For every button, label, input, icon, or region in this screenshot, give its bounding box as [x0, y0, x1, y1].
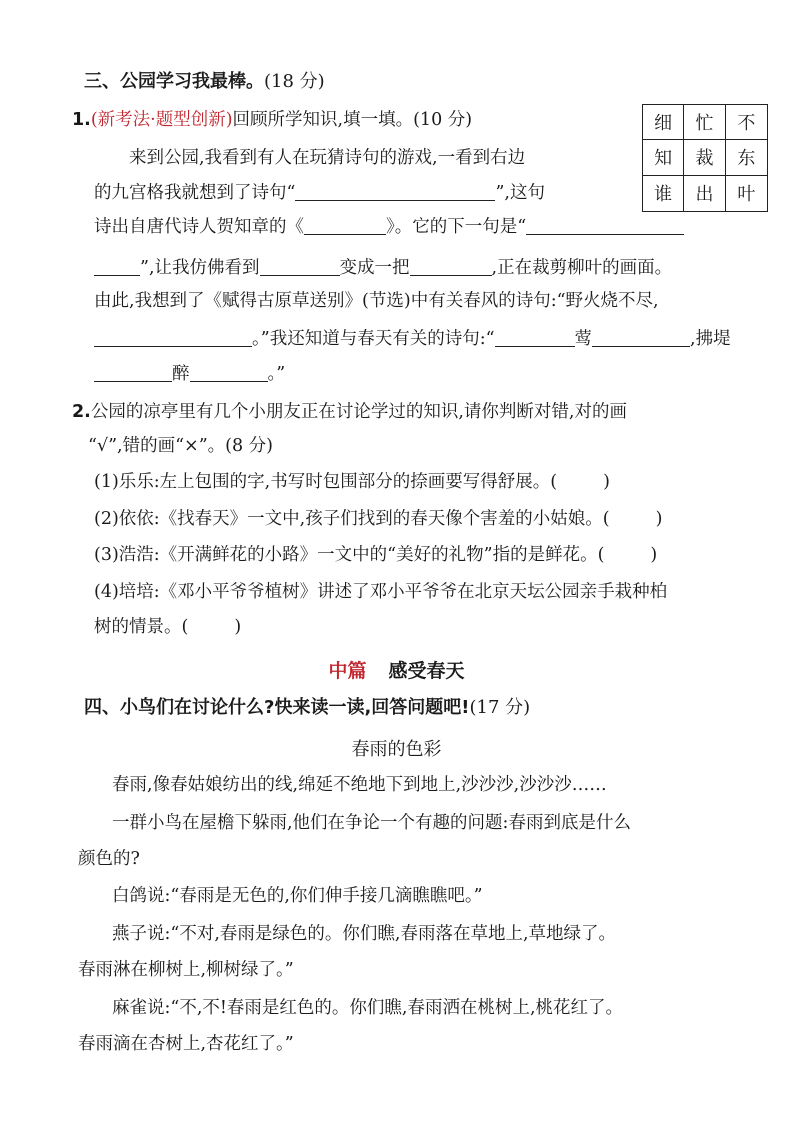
q1-line-7b: 。” — [267, 364, 286, 384]
passage-line: 燕子说:“不对,春雨是绿色的。你们瞧,春雨落在草地上,草地绿了。 — [112, 924, 617, 944]
section-4-points: (17 分) — [469, 697, 531, 718]
passage-line: 春雨滴在杏树上,杏花红了。” — [78, 1034, 294, 1054]
question-1-text: 回顾所学知识,填一填。(10 分) — [232, 110, 473, 130]
q1-line-6c: ,拂堤 — [690, 329, 731, 349]
paren-close: ) — [650, 545, 658, 565]
passage-line: 春雨淋在柳树上,柳树绿了。” — [78, 960, 294, 980]
answer-blank[interactable] — [94, 326, 252, 347]
answer-blank[interactable] — [295, 180, 495, 201]
middle-section-name: 感受春天 — [388, 660, 465, 682]
answer-blank[interactable] — [526, 214, 684, 235]
answer-blank[interactable] — [260, 255, 340, 276]
q1-line-4 — [94, 255, 672, 280]
passage-title: 春雨的色彩 — [351, 739, 442, 760]
q1-line-5: 由此,我想到了《赋得古原草送别》(节选)中有关春风的诗句:“野火烧不尽, — [94, 291, 659, 311]
grid-cell: 叶 — [737, 184, 756, 206]
grid-cell: 细 — [643, 105, 684, 140]
q1-line-4a: ”,让我仿佛看到 — [140, 258, 260, 278]
q1-line-3 — [94, 214, 684, 239]
grid-cell: 不 — [726, 105, 767, 140]
q1-line-7 — [94, 361, 285, 386]
grid-cell: 东 — [726, 140, 767, 175]
section-3-heading — [84, 70, 325, 94]
question-1-number: 1. — [72, 110, 91, 130]
answer-blank[interactable] — [495, 326, 575, 347]
answer-blank[interactable] — [94, 255, 140, 276]
section-3-title: 三、公园学习我最棒。 — [84, 71, 264, 92]
judge-item-4: (4)培培:《邓小平爷爷植树》讲述了邓小平爷爷在北京天坛公园亲手栽种柏 — [94, 582, 668, 602]
answer-blank[interactable] — [94, 361, 172, 382]
passage-line: 麻雀说:“不,不!春雨是红色的。你们瞧,春雨洒在桃树上,桃花红了。 — [112, 998, 624, 1018]
answer-blank[interactable] — [592, 326, 690, 347]
question-2-line-2: “√”,错的画“×”。(8 分) — [88, 436, 274, 456]
judge-item-1 — [94, 470, 610, 494]
grid-cell: 裁 — [684, 140, 725, 175]
nine-grid — [642, 104, 768, 212]
grid-cell: 出 — [684, 176, 725, 211]
middle-section-label: 中篇 — [328, 660, 367, 682]
q1-line-4b: 变成一把 — [339, 258, 410, 278]
q1-line-3a: 诗出自唐代诗人贺知章的《 — [94, 217, 304, 237]
question-1-tag: (新考法·题型创新) — [90, 110, 233, 130]
section-4-title: 四、小鸟们在讨论什么?快来读一读,回答问题吧! — [84, 697, 470, 718]
q1-line-6b: 莺 — [574, 329, 593, 349]
q1-line-7a: 醉 — [172, 364, 190, 384]
judge-item-text: 树的情景。( — [94, 617, 189, 637]
grid-cell: 知 — [643, 140, 684, 175]
passage-line: 一群小鸟在屋檐下躲雨,他们在争论一个有趣的问题:春雨到底是什么 — [112, 813, 631, 833]
grid-cell: 忙 — [684, 105, 725, 140]
passage-line: 春雨,像春姑娘纺出的线,绵延不绝地下到地上,沙沙沙,沙沙沙…… — [112, 775, 607, 795]
judge-item-2 — [94, 507, 662, 531]
judge-item-text: (3)浩浩:《开满鲜花的小路》一文中的“美好的礼物”指的是鲜花。( — [94, 545, 605, 565]
question-1-header — [72, 108, 472, 132]
question-2-text-1: 公园的凉亭里有几个小朋友正在讨论学过的知识,请你判断对错,对的画 — [90, 402, 627, 422]
judge-item-text: (1)乐乐:左上包围的字,书写时包围部分的捺画要写得舒展。( — [94, 472, 558, 492]
passage-line: 颜色的? — [78, 849, 140, 869]
q1-line-3b: 》。它的下一句是“ — [386, 217, 527, 237]
judge-item-3 — [94, 543, 657, 567]
grid-cell: 谁 — [643, 176, 684, 211]
q1-line-2a: 的九宫格我就想到了诗句“ — [94, 183, 296, 203]
paren-close: ) — [655, 509, 663, 529]
q1-line-6a: 。”我还知道与春天有关的诗句:“ — [252, 329, 495, 349]
q1-line-6 — [94, 326, 731, 351]
passage-line: 白鸽说:“春雨是无色的,你们伸手接几滴瞧瞧吧。” — [112, 886, 483, 906]
question-2-number: 2. — [72, 402, 91, 422]
answer-blank[interactable] — [190, 361, 268, 382]
paren-close: ) — [603, 472, 610, 492]
judge-item-4-continued — [94, 615, 241, 639]
q1-line-2b: ”,这句 — [495, 183, 545, 203]
q1-line-4c: ,正在裁剪柳叶的画面。 — [491, 258, 673, 278]
paren-close: ) — [234, 617, 242, 637]
question-2-line-1 — [72, 400, 627, 424]
q1-line-1: 来到公园,我看到有人在玩猜诗句的游戏,一看到右边 — [129, 148, 526, 168]
answer-blank[interactable] — [410, 255, 492, 276]
answer-blank[interactable] — [304, 214, 386, 235]
middle-section-title — [0, 656, 793, 683]
judge-item-text: (2)依依:《找春天》一文中,孩子们找到的春天像个害羞的小姑娘。( — [94, 509, 610, 529]
section-4-heading — [84, 696, 530, 720]
q1-line-2 — [94, 180, 545, 205]
section-3-points: (18 分) — [264, 71, 325, 92]
